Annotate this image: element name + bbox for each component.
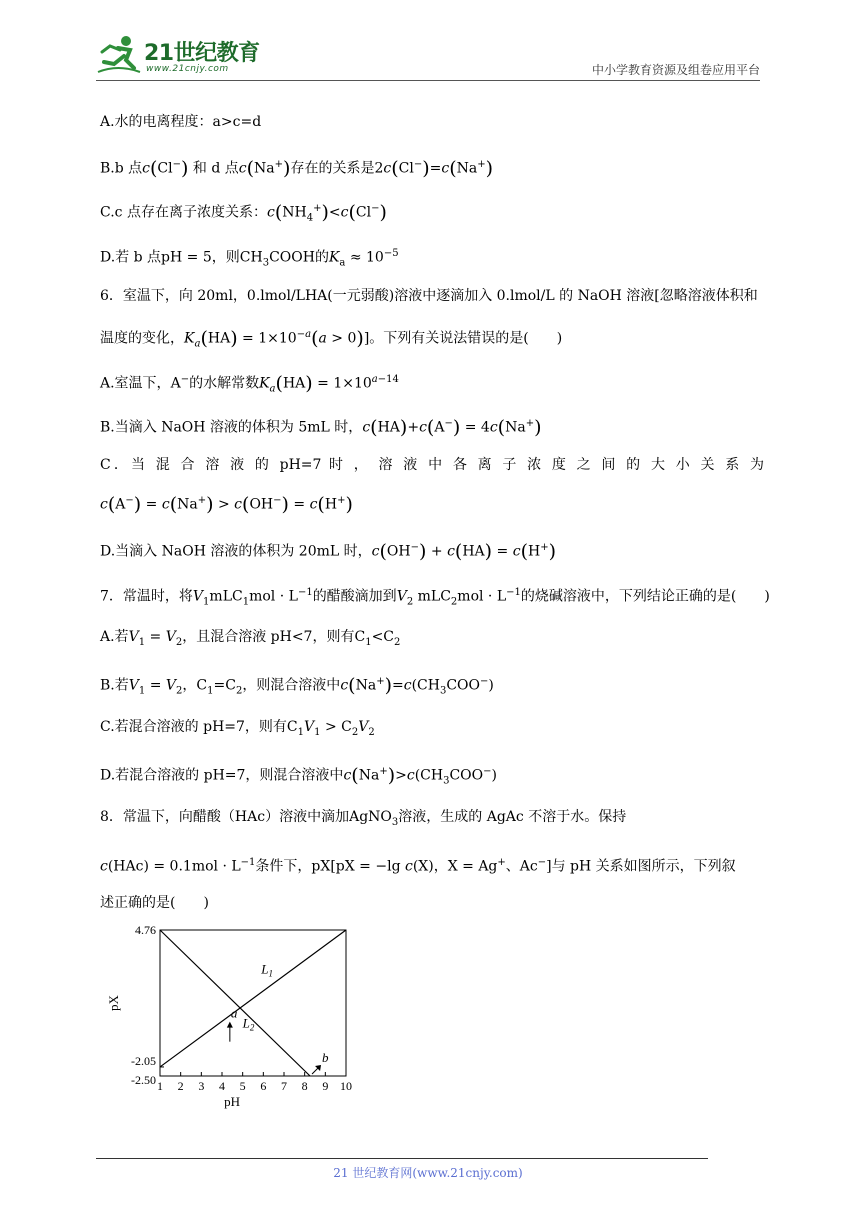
x-tick-label: 6 <box>260 1079 267 1093</box>
q6-option-c-line1: C．当 混 合 溶 液 的 pH=7 时 ， 溶 液 中 各 离 子 浓 度 之 间 的 大 小 关 系 为 <box>100 457 764 473</box>
logo-text: 21世纪教育 <box>144 41 260 66</box>
q5-option-c: C.c 点存在离子浓度关系：$c(NH_4^+)<c(Cl^-)$ <box>100 201 387 224</box>
q5-option-d: D.若 b 点pH = 5，则$CH_3COOH$的$K_a \approx 10^{-5}$ <box>100 248 399 269</box>
series-label-L2: $L_2$ <box>242 1015 255 1033</box>
q7-option-d: D.若混合溶液的 pH=7，则混合溶液中$c(Na^+)>c(CH_3COO^-)$ <box>100 764 497 787</box>
q6-option-a: A.室温下，A−的水解常数$K_a(HA) = 1\times 10^{a-14}$ <box>100 372 399 395</box>
x-tick-label: 2 <box>177 1079 184 1093</box>
q6-option-d: D.当滴入 NaOH 溶液的体积为 20mL 时，c(OH−) + c(HA) = c(H+) <box>100 540 557 563</box>
site-logo[interactable] <box>96 34 266 78</box>
platform-title: 中小学教育资源及组卷应用平台 <box>591 63 760 77</box>
x-tick-label: 10 <box>340 1079 352 1093</box>
footer-link[interactable]: 21 世纪教育网(www.21cnjy.com) <box>333 1166 523 1180</box>
q5-option-b: B.b 点c(Cl−) 和 d 点c(Na+)存在的关系是2c(Cl−)=c(Na+) <box>100 157 494 180</box>
x-tick-label: 7 <box>281 1079 287 1093</box>
x-tick-label: 1 <box>157 1079 163 1093</box>
x-tick-label: 3 <box>198 1079 205 1093</box>
q7-option-c: C.若混合溶液的 pH=7，则有$C_1V_1 > C_2V_2$ <box>100 719 375 738</box>
x-tick-label: 5 <box>239 1079 246 1093</box>
annotations <box>227 961 329 1074</box>
y-tick-label: 4.76 <box>135 923 156 937</box>
page-header <box>96 34 760 78</box>
px-ph-chart <box>100 918 360 1118</box>
arrowhead-a <box>227 1022 233 1028</box>
q7-stem: 7．常温时，将$V_1mLC_1mol \cdot L^{-1}$的醋酸滴加到$V_2$ $mLC_2mol \cdot L^{-1}$的烧碱溶液中，下列结论正确的是( ) <box>100 587 770 608</box>
q6-option-b: B.当滴入 NaOH 溶液的体积为 5mL 时，c(HA)+c(A−) = 4c(Na+) <box>100 416 542 439</box>
x-tick-label: 8 <box>301 1079 308 1093</box>
footer-divider <box>96 1158 708 1159</box>
q7-option-a: A.若$V_1 = V_2$，且混合溶液 pH<7，则有$C_1<C_2$ <box>100 629 401 648</box>
y-tick-label: -2.50 <box>131 1073 156 1087</box>
x-tick-label: 4 <box>219 1079 225 1093</box>
series-line-L1 <box>160 930 346 1067</box>
header-divider <box>96 80 760 81</box>
y-axis-label: pX <box>106 995 121 1011</box>
series-lines <box>160 930 346 1076</box>
plot-frame <box>160 930 346 1076</box>
annotation-label-b: b <box>322 1050 329 1065</box>
q7-option-b: B.若$V_1 = V_2$，$C_1=C_2$，则混合溶液中$c(Na^+)=c(CH_3COO^-)$ <box>100 674 494 697</box>
logo-url: www.21cnjy.com <box>146 64 229 74</box>
q5-option-a: A.水的电离程度：a>c=d <box>100 114 262 130</box>
q6-stem-line1: 6．室温下，向 20ml，0.lmol/LHA(一元弱酸)溶液中逐滴加入 0.lmol/L 的 NaOH 溶液[忽略溶液体积和 <box>100 288 758 304</box>
annotation-label-a: a <box>230 1005 238 1021</box>
q6-stem-line2: 温度的变化，$K_a(HA) = 1\times 10^{-a}(a > 0)$]。下列有关说法错误的是( ) <box>100 327 563 350</box>
x-tick-label: 9 <box>322 1079 329 1093</box>
runner-logo-icon <box>96 34 142 76</box>
q8-stem-line2: $c(HAc) = 0.1mol \cdot L^{-1}$条件下，pX[pX = −lg c(X)，X = Ag+、Ac−]与 pH 关系如图所示，下列叙 <box>100 857 736 875</box>
q6-option-c-line2: c(A−) = c(Na+) > c(OH−) = c(H+) <box>100 493 353 516</box>
q8-stem-line3: 述正确的是( ) <box>100 895 209 911</box>
series-line-L2 <box>160 930 310 1076</box>
y-tick-label: -2.05 <box>131 1053 156 1068</box>
series-label-L1: $L_1$ <box>261 961 274 979</box>
x-axis-label: pH <box>224 1094 240 1109</box>
q8-stem-line1: 8．常温下，向醋酸（HAc）溶液中滴加AgNO$_3$溶液，生成的 AgAc 不溶于水。保持 <box>100 809 627 828</box>
